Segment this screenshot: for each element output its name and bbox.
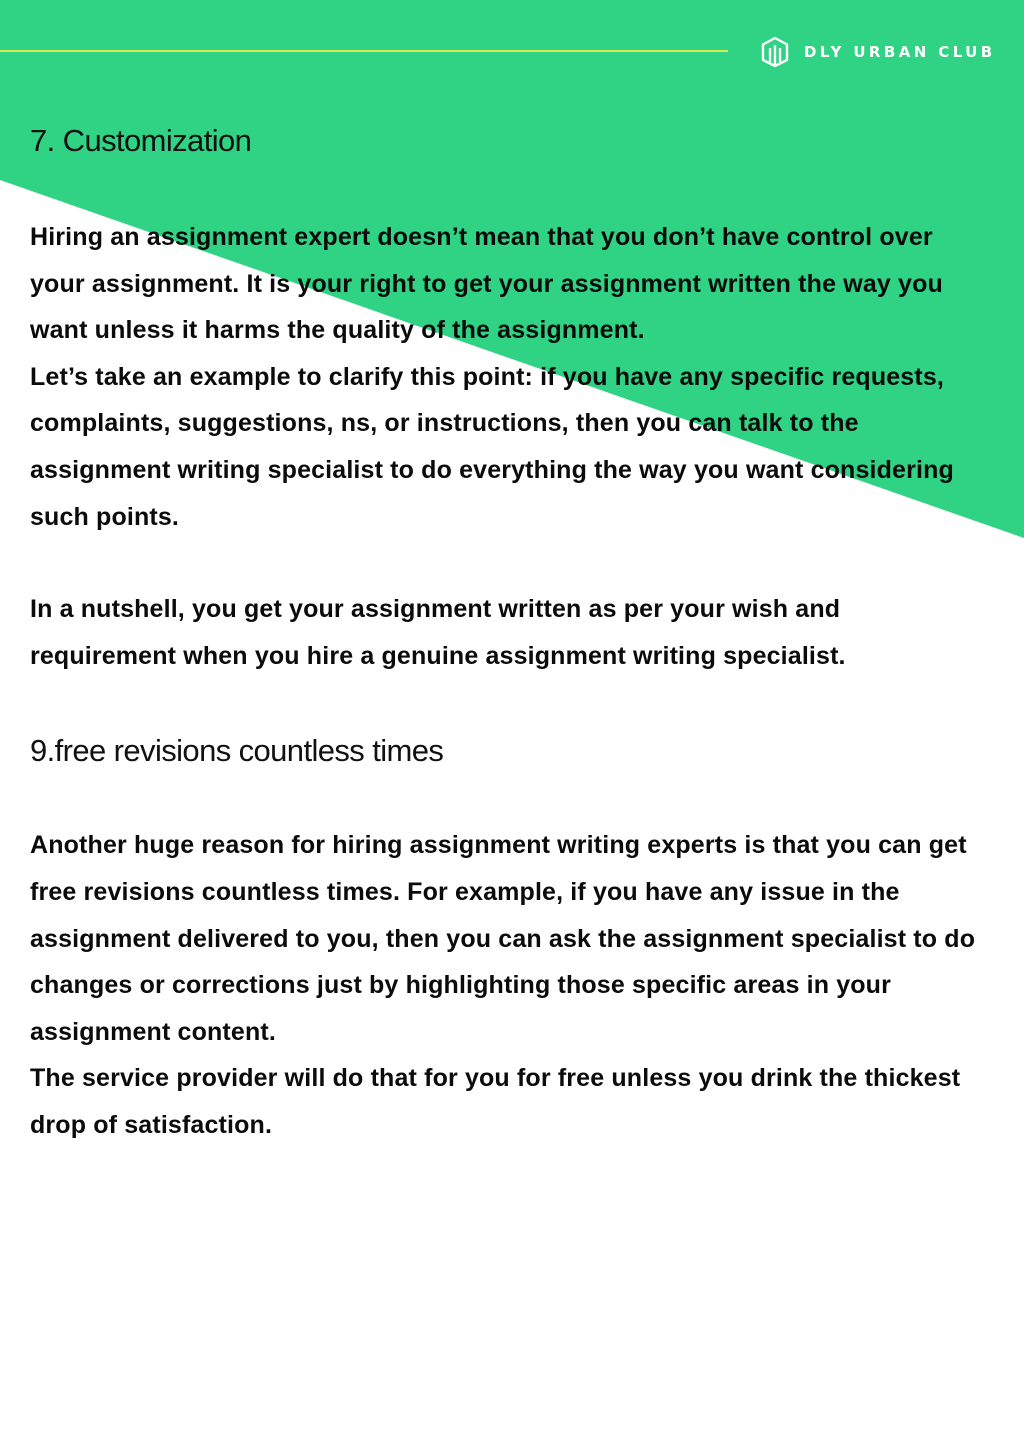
paragraph-customization-control: Hiring an assignment expert doesn’t mean that you don’t have control over your assignment. It is your right to get your assignment written the way you want unless it harms the quality of the assignment. (30, 223, 943, 345)
paragraph-free-revisions-reason: Another huge reason for hiring assignment writing experts is that you can get free revisions countless times. For example, if you have any issue in the assignment delivered to you, then you can ask the assignment specialist to do changes or corrections just by highlighting those specific areas in your assignment content. (30, 831, 976, 1046)
paragraph-customization-example: Let’s take an example to clarify this point: if you have any specific requests, complaints, suggestions, ns, or instructions, then you can talk to the assignment writing specialist to do everything the way you want considering such points. (30, 362, 954, 531)
document-body (30, 116, 990, 1149)
brand-name: DLY URBAN CLUB (804, 43, 996, 61)
urban-club-logo-icon (760, 36, 790, 68)
paragraph-free-revisions-service: The service provider will do that for you for free unless you drink the thickest drop of satisfaction. (30, 1064, 961, 1139)
header-divider-line (0, 50, 728, 52)
brand-header (760, 36, 996, 68)
section-heading-customization: 7. Customization (30, 123, 252, 158)
section-heading-free-revisions: 9.free revisions countless times (30, 733, 444, 769)
paragraph-customization-nutshell: In a nutshell, you get your assignment written as per your wish and requirement when you hire a genuine assignment writing specialist. (30, 595, 846, 670)
